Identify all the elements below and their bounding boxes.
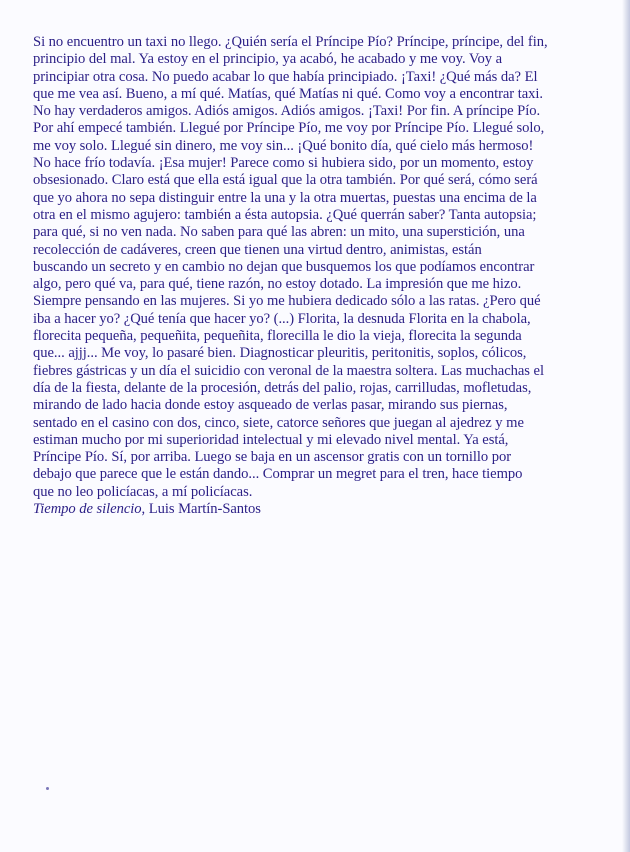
book-author: , Luis Martín-Santos bbox=[141, 501, 261, 518]
text-line: Príncipe Pío. Sí, por arriba. Luego se baja en un ascensor gratis con un tornillo por bbox=[33, 449, 512, 466]
text-line: obsesionado. Claro está que ella está igual que la otra también. Por qué será, cómo será bbox=[33, 172, 538, 189]
text-line: otra en el mismo agujero: también a ésta autopsia. ¿Qué querrán saber? Tanta autopsia; bbox=[33, 206, 537, 223]
text-line: que no leo policíacas, a mí policíacas. bbox=[33, 483, 253, 500]
text-line: día de la fiesta, delante de la procesión, detrás del palio, rojas, carrilludas, mofletudas, bbox=[33, 379, 532, 396]
text-line: Siempre pensando en las mujeres. Si yo me hubiera dedicado sólo a las ratas. ¿Pero qué bbox=[33, 293, 541, 310]
text-line: recolección de cadáveres, creen que tienen una virtud dentro, animistas, están bbox=[33, 241, 482, 258]
text-line: para qué, si no ven nada. No saben para qué las abren: un mito, una superstición, una bbox=[33, 224, 525, 241]
text-line: iba a hacer yo? ¿Qué tenía que hacer yo? (...) Florita, la desnuda Florita en la chabola, bbox=[33, 310, 531, 327]
text-line: debajo que parece que le están dando... Comprar un megret para el tren, hace tiempo bbox=[33, 466, 523, 483]
text-line: fiebres gástricas y un día el suicidio con veronal de la maestra soltera. Las muchachas el bbox=[33, 362, 544, 379]
text-line: que... ajjj... Me voy, lo pasaré bien. Diagnosticar pleuritis, peritonitis, soplos, cólicos, bbox=[33, 345, 527, 362]
text-line: sentado en el casino con dos, cinco, siete, catorce señores que juegan al ajedrez y me bbox=[33, 414, 524, 431]
text-line: No hace frío todavía. ¡Esa mujer! Parece como si hubiera sido, por un momento, estoy bbox=[33, 155, 534, 172]
text-line: me voy solo. Llegué sin dinero, me voy sin... ¡Qué bonito día, qué cielo más hermoso! bbox=[33, 137, 534, 154]
scan-speck bbox=[46, 787, 49, 790]
text-line: mirando de lado hacia donde estoy asqueado de verlas pasar, mirando sus piernas, bbox=[33, 397, 508, 414]
text-line: No hay verdaderos amigos. Adiós amigos. Adiós amigos. ¡Taxi! Por fin. A príncipe Pío. bbox=[33, 103, 541, 120]
text-line: que me vea así. Bueno, a mí qué. Matías, qué Matías ni qué. Como voy a encontrar taxi. bbox=[33, 85, 543, 102]
text-line: que yo ahora no sepa distinguir entre la una y la otra muertas, puestas una encima de la bbox=[33, 189, 537, 206]
text-line: principio del mal. Ya estoy en el principio, ya acabó, he acabado y me voy. Voy a bbox=[33, 51, 503, 68]
book-title: Tiempo de silencio bbox=[33, 501, 142, 518]
text-line: Si no encuentro un taxi no llego. ¿Quién sería el Príncipe Pío? Príncipe, príncipe, del fin, bbox=[33, 34, 548, 50]
text-line: florecita pequeña, pequeñita, pequeñita, florecilla le dio la vieja, florecita la segunda bbox=[33, 328, 522, 345]
text-line: buscando un secreto y en cambio no dejan que busquemos los que podíamos encontrar bbox=[33, 258, 535, 275]
quotation-text bbox=[33, 34, 607, 518]
attribution bbox=[33, 501, 607, 518]
text-line: algo, pero qué va, para qué, tiene razón, no estoy dotado. La impresión que me hizo. bbox=[33, 276, 522, 293]
text-line: principiar otra cosa. No puedo acabar lo que había principiado. ¡Taxi! ¿Qué más da? El bbox=[33, 68, 538, 85]
text-line: Por ahí empecé también. Llegué por Príncipe Pío, me voy por Príncipe Pío. Llegué solo, bbox=[33, 120, 545, 137]
text-line: estiman mucho por mi superioridad intelectual y mi elevado nivel mental. Ya está, bbox=[33, 431, 509, 448]
